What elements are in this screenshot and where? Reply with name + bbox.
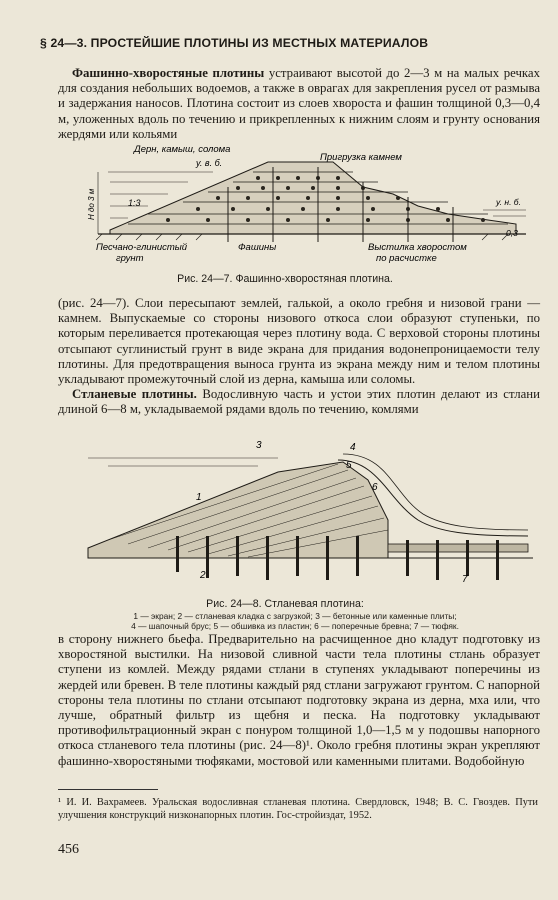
label-uvb: у. в. б. — [196, 158, 223, 168]
runin-stlanevye: Стланевые плотины. — [72, 387, 197, 402]
legend-line-1: 1 — экран; 2 — стланевая кладка с загрузкой; 3 — бетонные или каменные плиты; — [133, 611, 457, 621]
label-height: Н до 3 м — [87, 188, 96, 220]
label-fashiny: Фашины — [238, 242, 277, 253]
paragraph-text: в сторону нижнего бьефа. Предварительно на расчищенное дно кладут подготовку из хворостяной выстилки. На низовой сливной части тела плотины стлань образует ступени из комлей. Между рядами стлани в ступенях укладывают поперечины из жердей или бревен. В теле плотины каждый ряд стлани загружают грунтом. С напорной стороны тела плотины по стлани отсыпают подготовку экрана из дерна, мха или, что лучше, обратный фильтр из щебня и песка. На подготовку укладывают противофильтрационный экран с понуром толщиной 1,0—1,5 м у подошвы напорного откоса стланевого тела плотины (рис. 24—8)¹. Около гребня плотины экран укрепляют фашинно-хворостяными тюфяками, мостовой или каменными плитами. Водобойную — [58, 632, 540, 768]
paragraph-text: устраивают высотой до 2—3 м на малых речках для создания небольших водоемов, а также в оврагах для закрепления русел от размыва и задержания наносов. Плотина состоит из слоев хвороста и фашин толщиной 0,3—0,4 м, уложенных вдоль по течению и прикрепленных к нижним слоям и грунту основания жердями или кольями — [58, 66, 540, 141]
paragraph-text-2: Водосливную часть и устои этих плотин делают из стлани длиной 6—8 м, укладываемой рядами вдоль по течению, комлями — [58, 387, 540, 417]
label-1: 1 — [196, 492, 202, 503]
figure-caption-24-8: Рис. 24—8. Стланевая плотина: — [206, 598, 364, 610]
label-2: 2 — [200, 570, 206, 581]
footnote: ¹ И. И. Вахрамеев. Уральская водосливная стланевая плотина. Свердловск, 1948; В. С. Гвоздев. Пути улучшения конструкций низконапорных плотин. Гос-стройиздат, 1952. — [58, 797, 538, 822]
label-soil: Песчано-глинистый — [96, 242, 188, 253]
figure-24-7 — [88, 142, 528, 267]
runin-fascine: Фашинно-хворостяные плотины — [72, 66, 265, 80]
label-5: 5 — [346, 460, 352, 471]
label-vystilka: Выстилка хворостом — [368, 242, 467, 253]
label-thickness: 0,3 — [506, 228, 518, 238]
label-7: 7 — [462, 574, 468, 585]
legend-line-2: 4 — шапочный брус; 5 — обшивка из пластин; 6 — поперечные бревна; 7 — тюфяк. — [131, 621, 459, 631]
label-6: 6 — [372, 482, 378, 493]
figure-24-8 — [88, 440, 533, 590]
paragraph-stlanevye-continued — [58, 632, 540, 769]
paragraph-text: (рис. 24—7). Слои пересыпают землей, галькой, а около гребня и низовой грани — камнем. Выпускаемые со стороны низового откоса слои образуют ступеньки, по которым переливается протекающая через плотину вода. С верховой стороны плотины отсыпают суглинистый грунт в виде экрана для придания водонепроницаемости телу плотины. Для предотвращения выноса грунта из экрана между ним и телом плотины укладывают промежуточный слой из дерна, камыша или соломы. — [58, 296, 540, 387]
label-derm: Дерн, камыш, солома — [134, 144, 231, 155]
label-slope: 1:3 — [128, 198, 141, 208]
footnote-divider — [58, 789, 158, 790]
figure-caption-24-7: Рис. 24—7. Фашинно-хворостяная плотина. — [177, 273, 393, 285]
page-number: 456 — [58, 842, 79, 857]
figure-legend-24-8 — [60, 611, 530, 631]
label-unb: у. н. б. — [496, 197, 521, 207]
paragraph-fascine-dams — [58, 66, 540, 142]
section-heading: § 24—3. ПРОСТЕЙШИЕ ПЛОТИНЫ ИЗ МЕСТНЫХ МАТЕРИАЛОВ — [40, 36, 429, 50]
label-prigruzka: Пригрузка камнем — [320, 152, 402, 163]
label-3: 3 — [256, 440, 262, 451]
label-vystilka-2: по расчистке — [376, 253, 437, 264]
label-soil-2: грунт — [116, 253, 144, 264]
paragraph-continuation — [58, 296, 540, 418]
label-4: 4 — [350, 442, 356, 453]
